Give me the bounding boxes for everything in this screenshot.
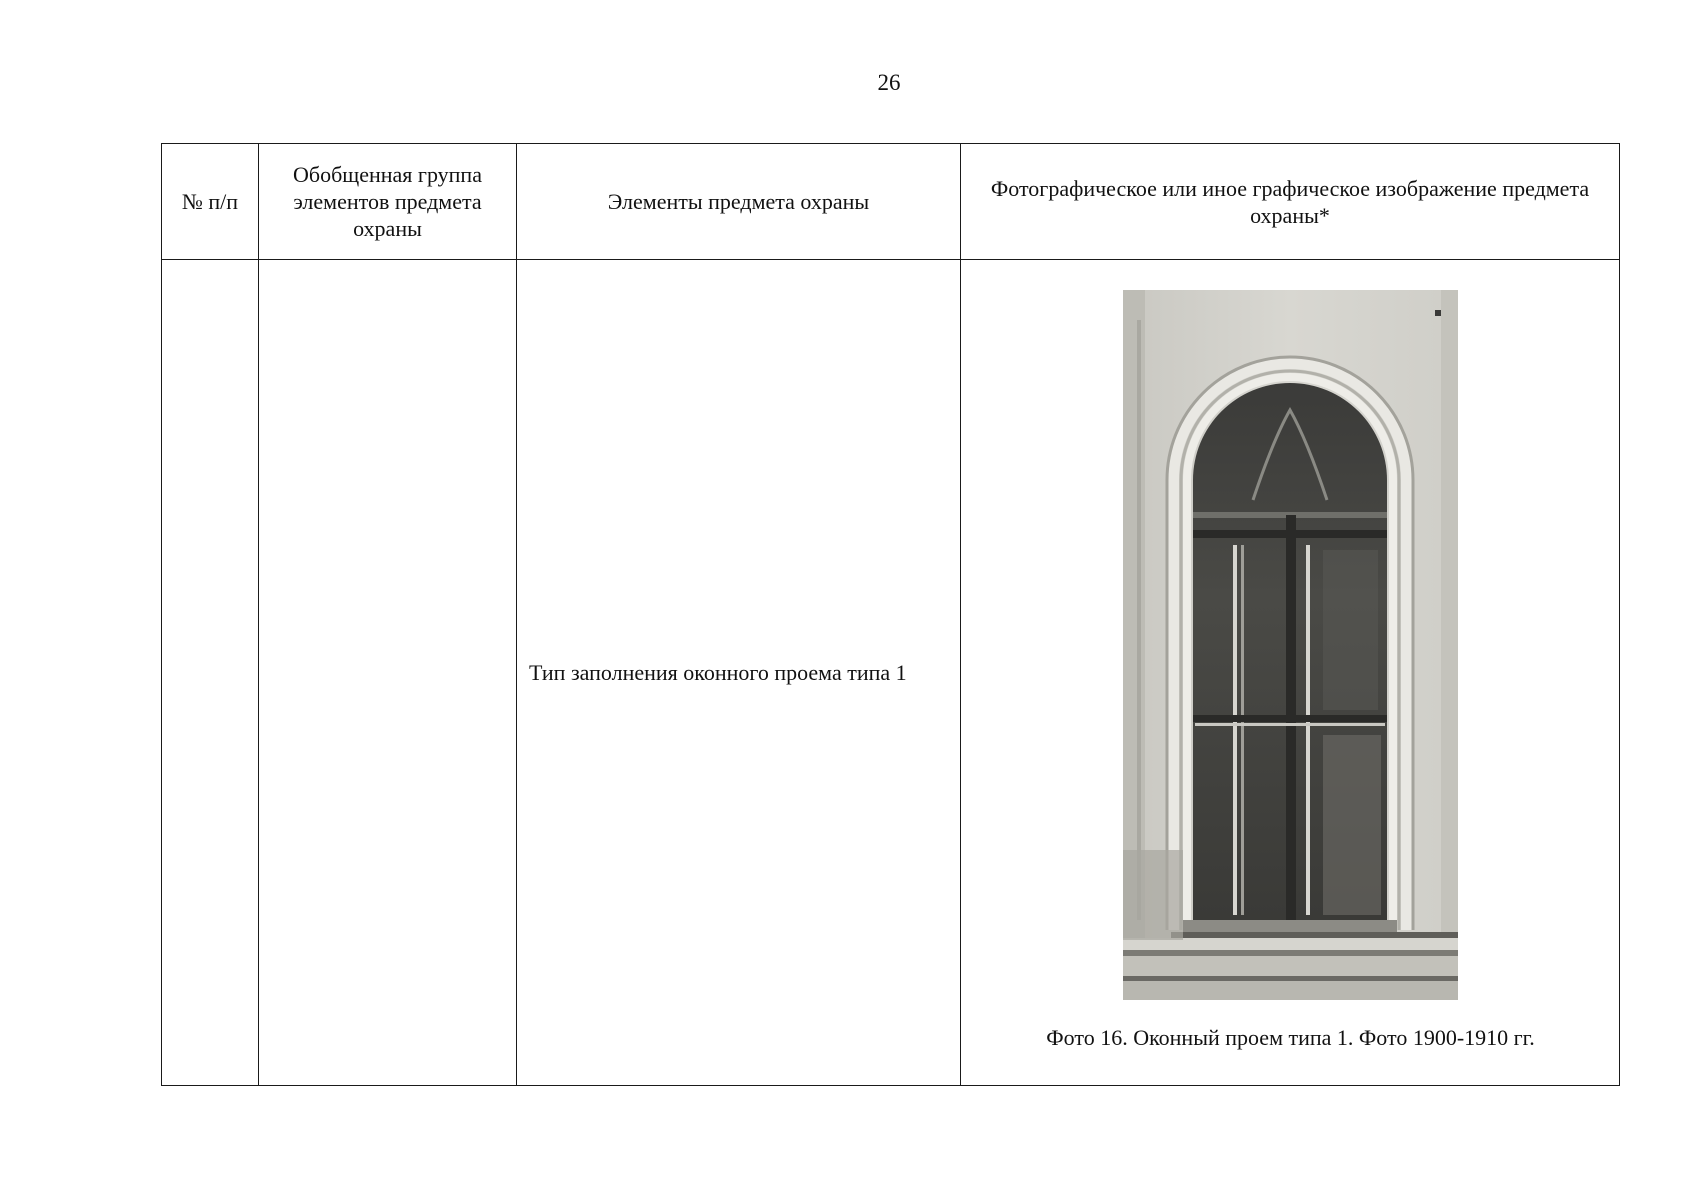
protection-elements-table — [161, 143, 1620, 1086]
photo-caption: Фото 16. Оконный проем типа 1. Фото 1900-1910 гг. — [1046, 1025, 1535, 1050]
cell-num — [162, 260, 259, 1086]
page-number: 26 — [877, 70, 901, 95]
cell-element: Тип заполнения оконного проема типа 1 — [517, 260, 961, 1086]
table-header-row — [162, 144, 1620, 260]
table-row — [162, 260, 1620, 1086]
header-elements: Элементы предмета охраны — [517, 144, 961, 260]
cell-group — [259, 260, 517, 1086]
window-photo — [1123, 290, 1458, 1000]
header-group: Обобщенная группа элементов предмета охраны — [259, 144, 517, 260]
cell-photo — [961, 260, 1620, 1086]
header-num: № п/п — [162, 144, 259, 260]
header-photo: Фотографическое или иное графическое изображение предмета охраны* — [961, 144, 1620, 260]
